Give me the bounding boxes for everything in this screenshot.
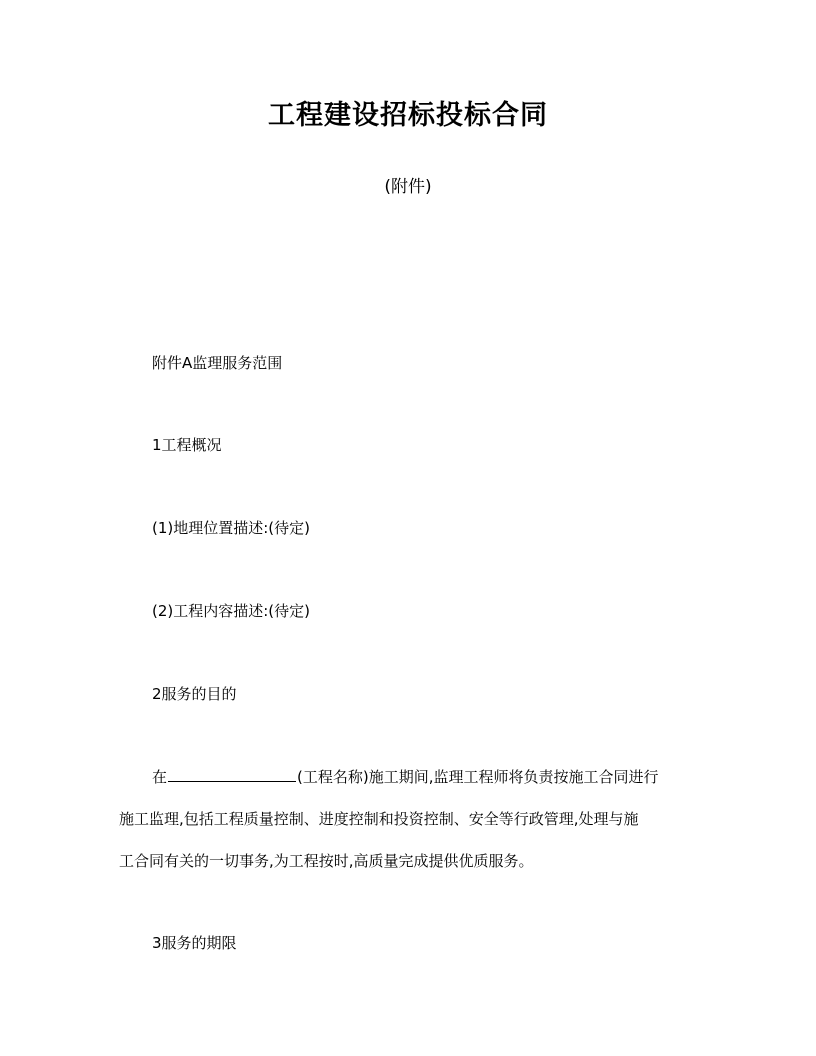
section-2-heading: 2服务的目的	[152, 685, 237, 703]
annex-a-heading: 附件A监理服务范围	[152, 354, 283, 372]
purpose-paragraph-line-1	[152, 765, 659, 789]
section-1-heading: 1工程概况	[152, 436, 222, 454]
purpose-suffix: (工程名称)施工期间,监理工程师将负责按施工合同进行	[297, 768, 659, 786]
document-subtitle: (附件)	[384, 177, 432, 197]
project-name-blank	[168, 765, 296, 782]
document-title: 工程建设招标投标合同	[268, 100, 548, 131]
purpose-prefix: 在	[152, 768, 168, 786]
purpose-paragraph-line-3: 工合同有关的一切事务,为工程按时,高质量完成提供优质服务。	[119, 852, 534, 870]
overview-item-content: (2)工程内容描述:(待定)	[152, 602, 311, 620]
section-3-heading: 3服务的期限	[152, 934, 237, 952]
purpose-paragraph-line-2: 施工监理,包括工程质量控制、进度控制和投资控制、安全等行政管理,处理与施	[119, 810, 639, 828]
overview-item-location: (1)地理位置描述:(待定)	[152, 519, 311, 537]
